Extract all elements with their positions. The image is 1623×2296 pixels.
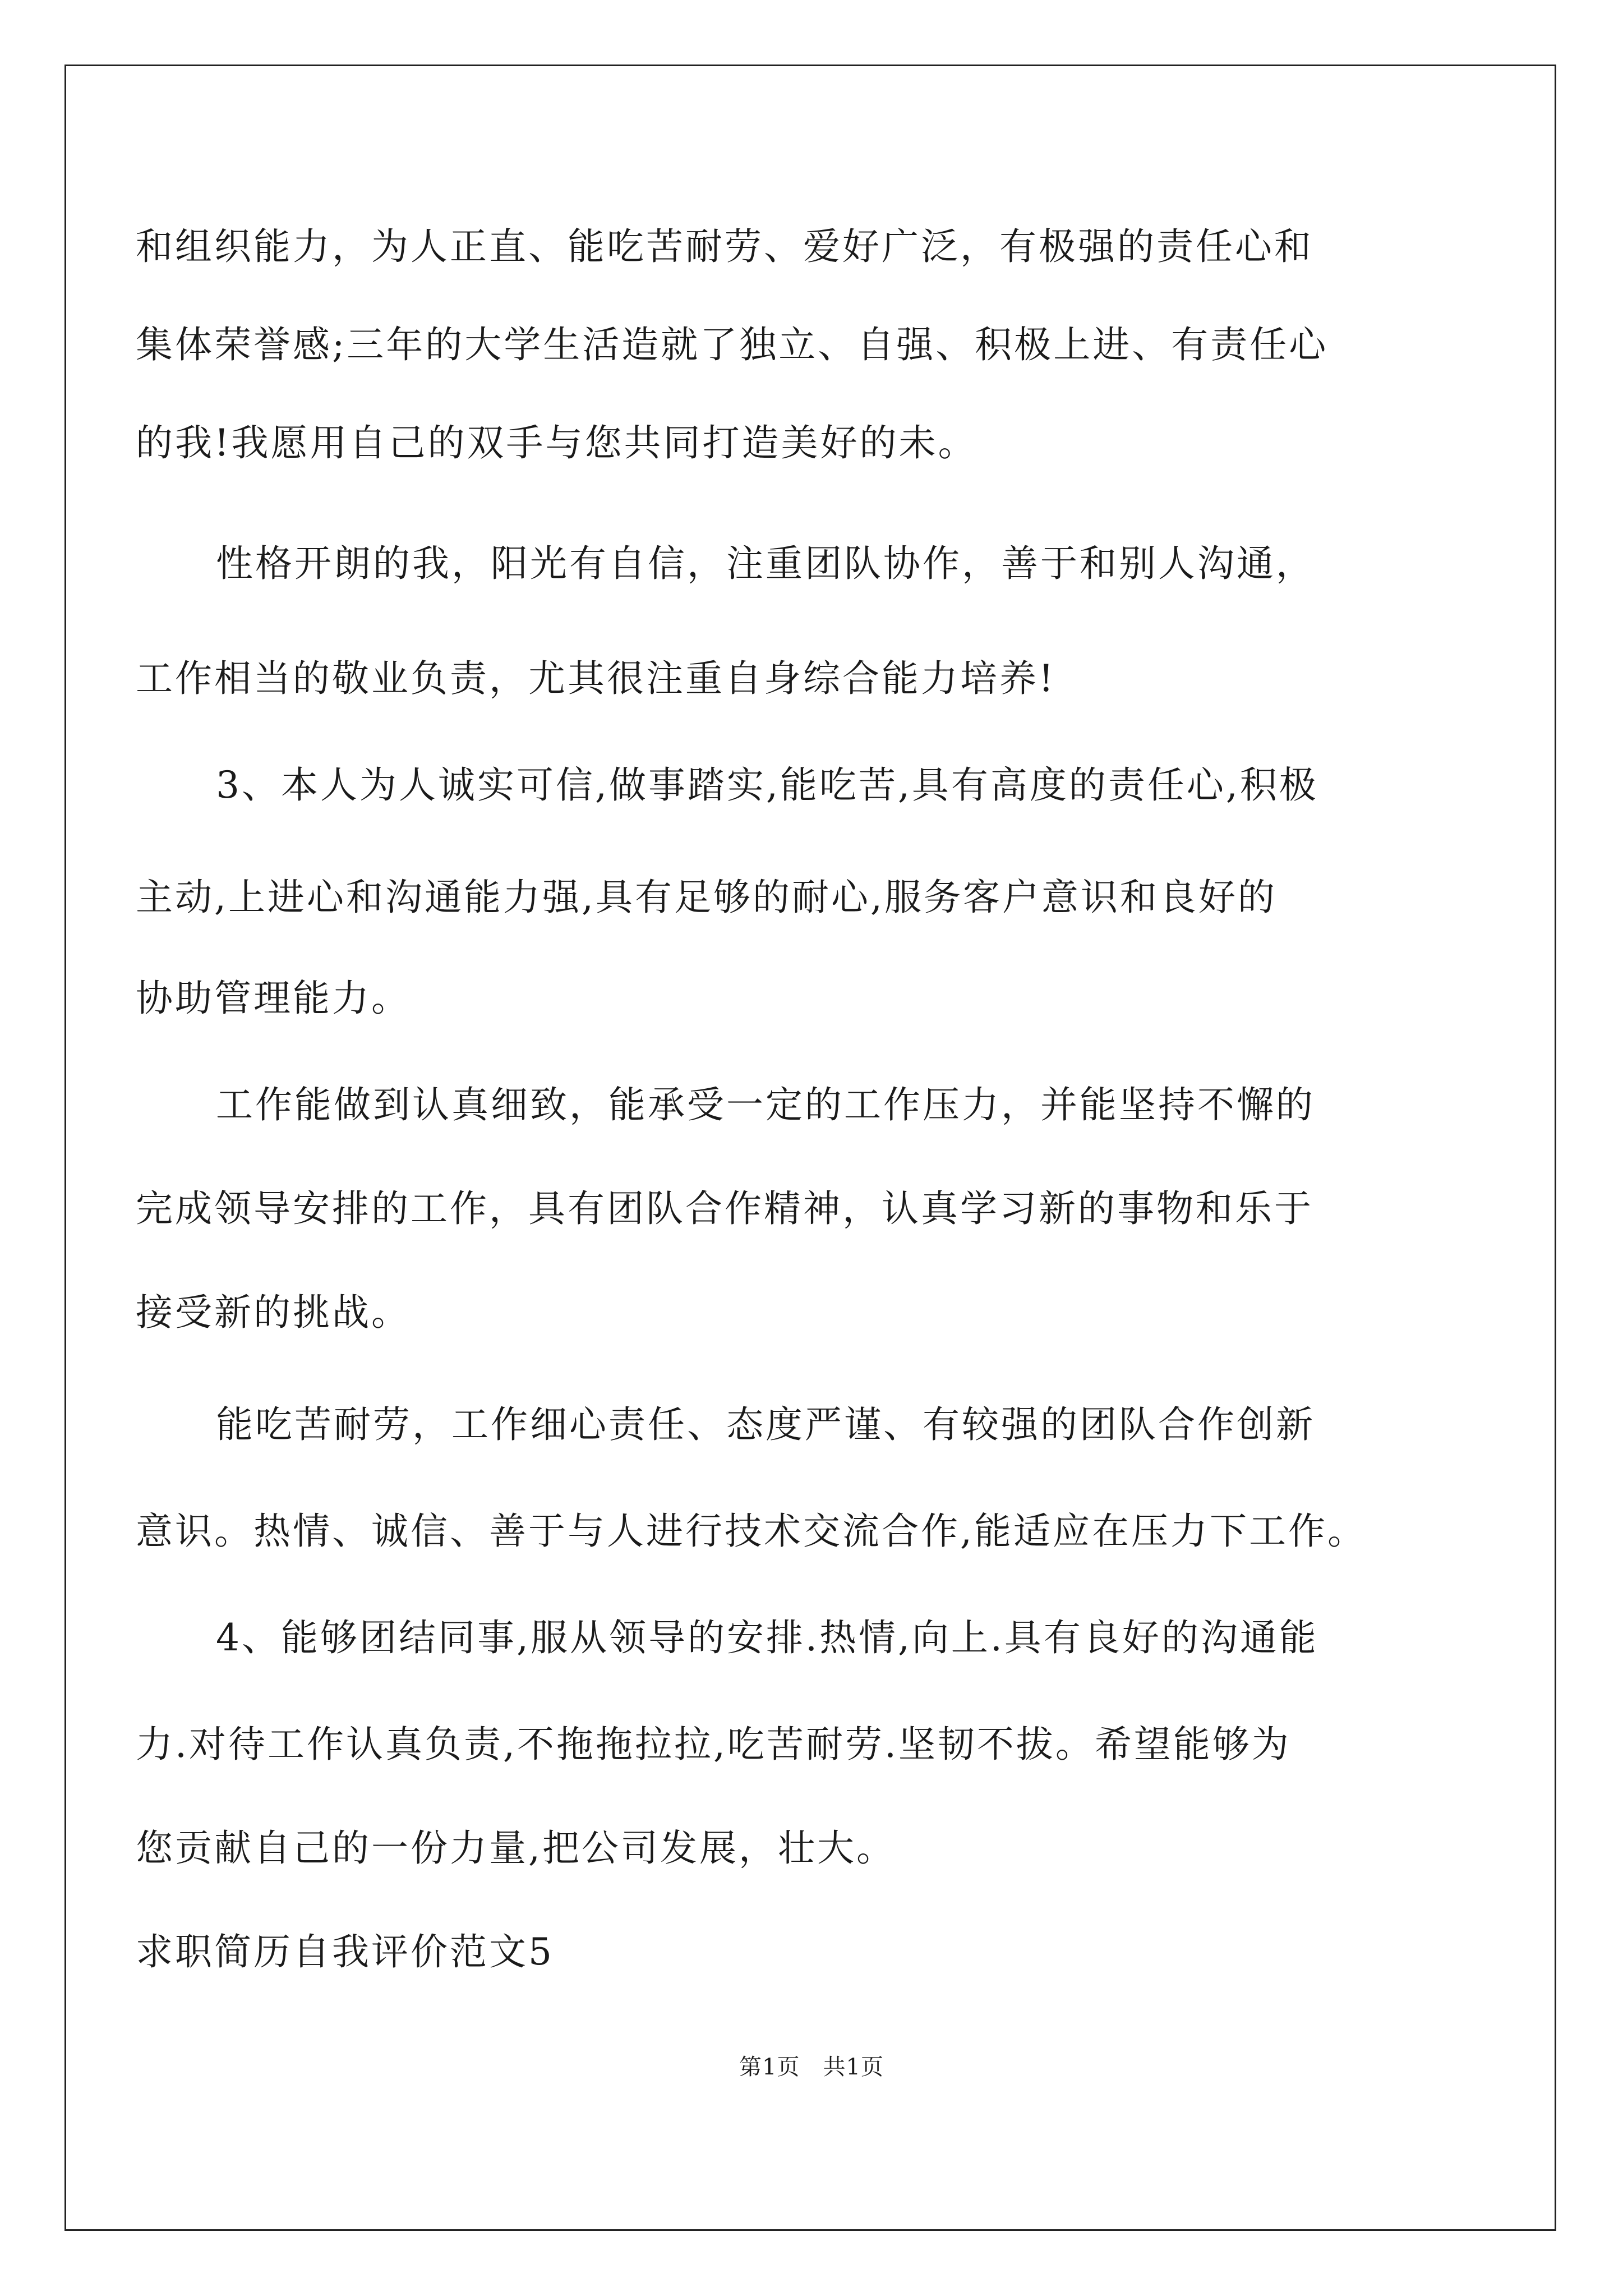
text-line: 主动,上进心和沟通能力强,具有足够的耐心,服务客户意识和良好的 — [136, 876, 1277, 919]
text-line: 能吃苦耐劳，工作细心责任、态度严谨、有较强的团队合作创新 — [216, 1403, 1315, 1446]
text-line: 工作相当的敬业负责，尤其很注重自身综合能力培养! — [136, 657, 1056, 700]
text-line: 3、本人为人诚实可信,做事踏实,能吃苦,具有高度的责任心,积极 — [216, 763, 1318, 807]
text-line: 您贡献自己的一份力量,把公司发展，壮大。 — [136, 1826, 896, 1870]
text-line: 完成领导安排的工作，具有团队合作精神，认真学习新的事物和乐于 — [136, 1187, 1313, 1230]
text-line: 和组织能力，为人正直、能吃苦耐劳、爱好广泛，有极强的责任心和 — [136, 225, 1313, 268]
text-line: 接受新的挑战。 — [136, 1291, 411, 1334]
text-line: 协助管理能力。 — [136, 977, 411, 1020]
text-line: 工作能做到认真细致，能承受一定的工作压力，并能坚持不懈的 — [216, 1083, 1315, 1126]
text-line: 的我!我愿用自己的双手与您共同打造美好的未。 — [136, 421, 978, 464]
page-number-footer: 第1页 共1页 — [739, 2054, 884, 2080]
text-line: 集体荣誉感;三年的大学生活造就了独立、自强、积极上进、有责任心 — [136, 323, 1329, 366]
section-heading: 求职简历自我评价范文5 — [136, 1930, 554, 1973]
page-frame — [64, 65, 1556, 2231]
text-line: 力.对待工作认真负责,不拖拖拉拉,吃苦耐劳.坚韧不拔。希望能够为 — [136, 1723, 1291, 1766]
text-line: 意识。热情、诚信、善于与人进行技术交流合作,能适应在压力下工作。 — [136, 1510, 1367, 1553]
text-line: 4、能够团结同事,服从领导的安排.热情,向上.具有良好的沟通能 — [216, 1616, 1318, 1659]
text-line: 性格开朗的我，阳光有自信，注重团队协作，善于和别人沟通， — [216, 542, 1315, 585]
